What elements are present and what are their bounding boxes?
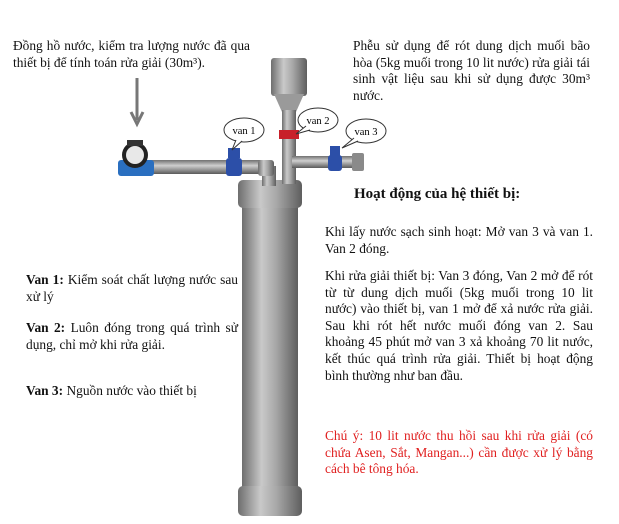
meter-pointer-arrow xyxy=(131,78,143,124)
funnel-caption: Phễu sử dụng để rót dung dịch muối bão hòa (5kg muối trong 10 lit nước) rửa giải tái sinh vật liệu sau khi sử dụng được 30m³ nước. xyxy=(353,38,590,103)
van1-label: van 1 xyxy=(232,126,256,137)
valve-2-name: Van 2: xyxy=(26,320,66,335)
valve-1-name: Van 1: xyxy=(26,272,64,287)
van1-callout xyxy=(224,118,264,150)
operation-normal: Khi lấy nước sạch sinh hoạt: Mở van 3 và van 1. Van 2 đóng. xyxy=(325,224,593,256)
valve-3-desc: Nguồn nước vào thiết bị xyxy=(66,383,197,398)
water-meter-icon xyxy=(118,140,154,176)
van3-callout xyxy=(342,119,386,148)
operation-note: Chú ý: 10 lit nước thu hồi sau khi rửa giải (có chứa Asen, Sắt, Mangan...) cần được xử lý bằng cách bê tông hóa. xyxy=(325,428,593,477)
van3-label: van 3 xyxy=(354,127,378,138)
valve-1-description xyxy=(26,272,238,305)
operation-heading: Hoạt động của hệ thiết bị: xyxy=(354,186,521,202)
valve-1-icon xyxy=(226,148,242,176)
van2-callout xyxy=(296,108,338,134)
valve-2-icon xyxy=(279,130,299,139)
meter-caption: Đồng hồ nước, kiểm tra lượng nước đã qua thiết bị để tính toán rửa giải (30m³). xyxy=(13,38,250,70)
valve-2-description xyxy=(26,320,238,353)
valve-1-desc: Kiểm soát chất lượng nước sau xử lý xyxy=(26,272,239,304)
valve-3-description xyxy=(26,383,238,400)
operation-regeneration: Khi rửa giải thiết bị: Van 3 đóng, Van 2 mở để rót từ từ dung dịch muối (5kg muối trong 10 lit nước) vào thiết bị, van 1 mở để xả nước rửa giải. Sau khi rót hết nước muối đóng van 2. Sau khoảng 45 phút mở van 3 xả khoảng 70 lit nước, kết thúc quá trình rửa giải. Thiết bị hoạt động bình thường như ban đầu. xyxy=(325,268,593,383)
valve-3-icon xyxy=(328,146,342,171)
valve-2-desc: Luôn đóng trong quá trình sử dụng, chỉ mở khi rửa giải. xyxy=(26,320,238,352)
valve-3-name: Van 3: xyxy=(26,383,64,398)
main-column xyxy=(238,180,302,516)
van2-label: van 2 xyxy=(306,116,330,127)
